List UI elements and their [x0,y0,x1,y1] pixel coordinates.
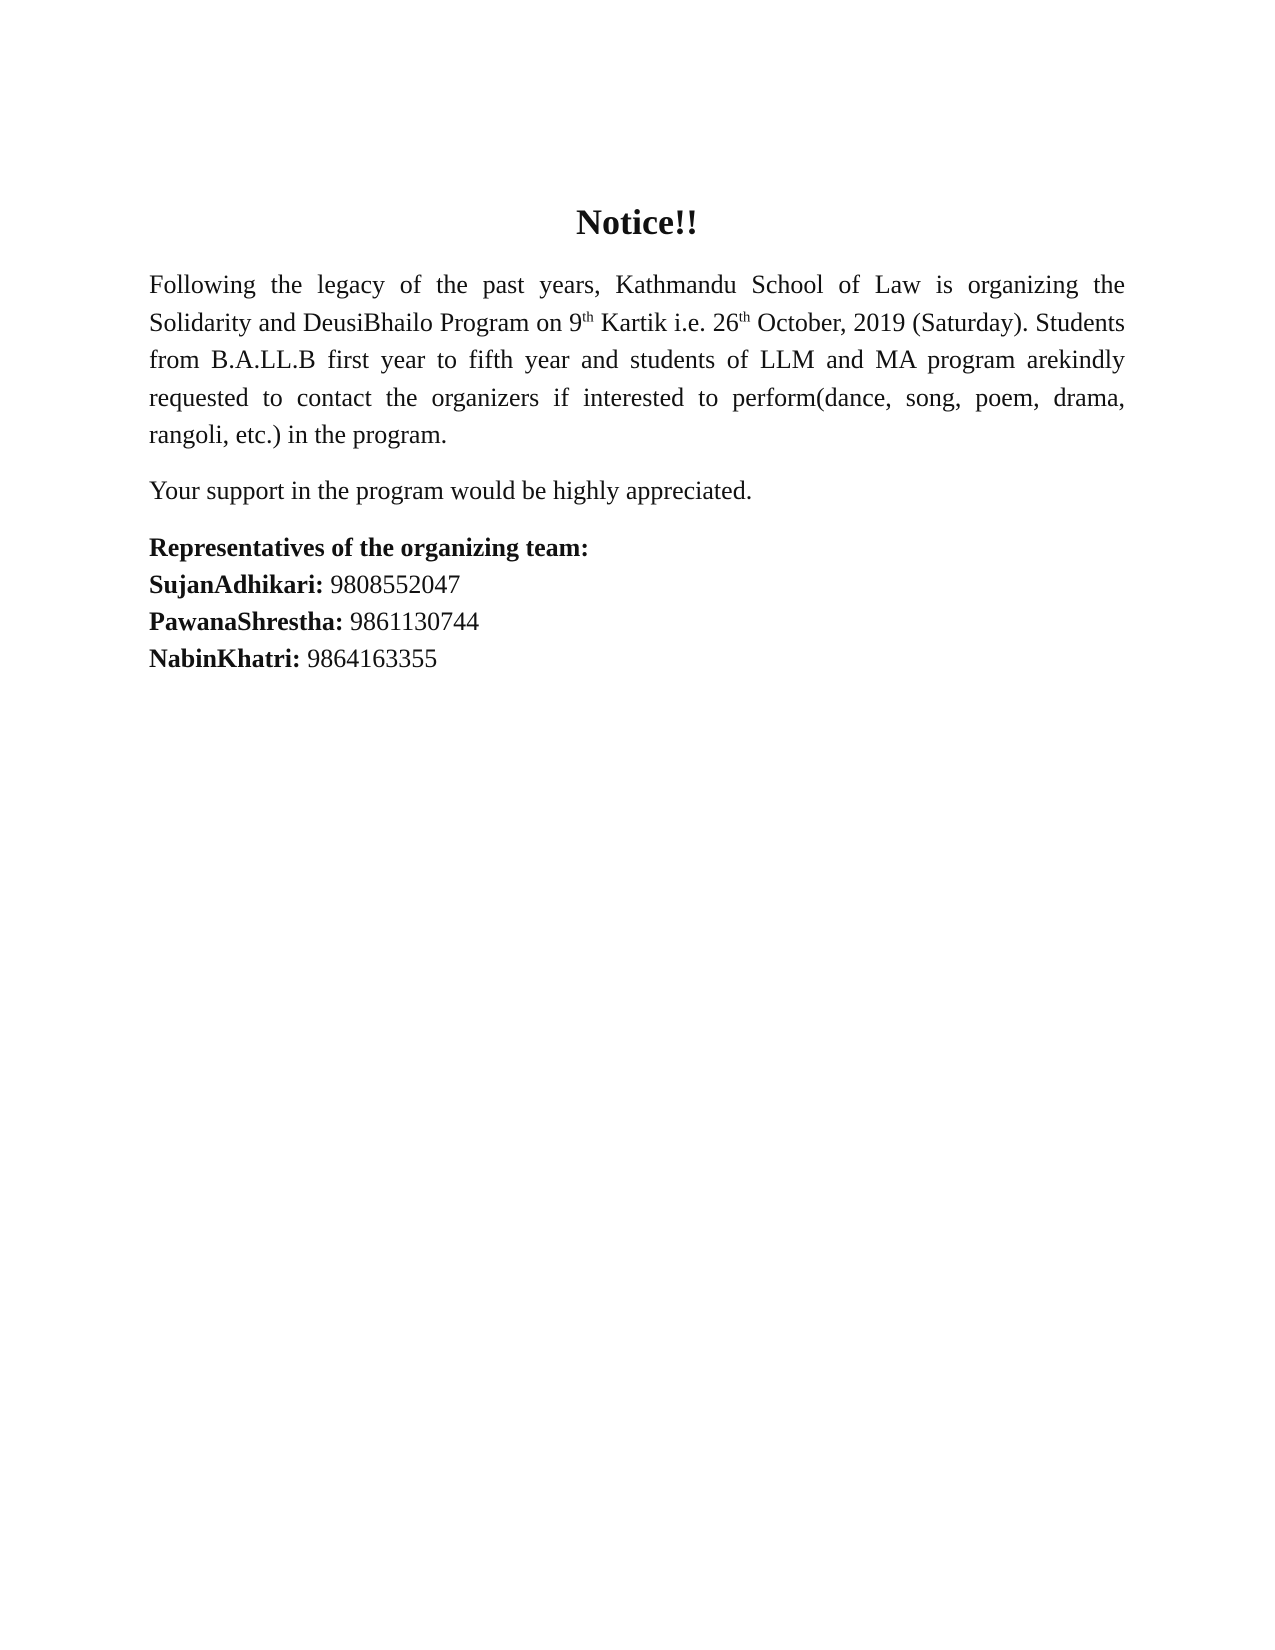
representative-phone: 9861130744 [343,607,480,636]
representative-name: NabinKhatri: [149,644,301,673]
representative-row [149,566,1125,603]
ordinal-suffix: th [738,308,751,325]
representative-row [149,603,1125,640]
support-text: Your support in the program would be highly appreciated. [149,475,753,505]
representative-name: SujanAdhikari: [149,570,324,599]
notice-page [149,200,1125,677]
representative-name: PawanaShrestha: [149,607,344,636]
notice-body [149,266,1125,454]
body-text-part2: Kartik i.e. 26 [593,307,739,337]
notice-title: Notice!! [576,202,698,242]
body-text-part1: Following the legacy of the past years, Kathmandu School of Law is organizing the Solidarity and DeusiBhailo Program on 9 [149,270,1125,337]
body-text-part3: October, 2019 (Saturday). Students from B.A.LL.B first year to fifth year and students of LLM and MA program arekindly requested to contact the organizers if interested to perform(dance, song, poem, drama, rangoli, etc.) in the program. [149,307,1126,449]
representative-row [149,640,1125,677]
representatives-heading: Representatives of the organizing team: [149,533,589,562]
ordinal-suffix: th [582,308,594,325]
representative-phone: 9864163355 [300,644,438,673]
representative-phone: 9808552047 [323,570,461,599]
representatives-section [149,529,1125,677]
